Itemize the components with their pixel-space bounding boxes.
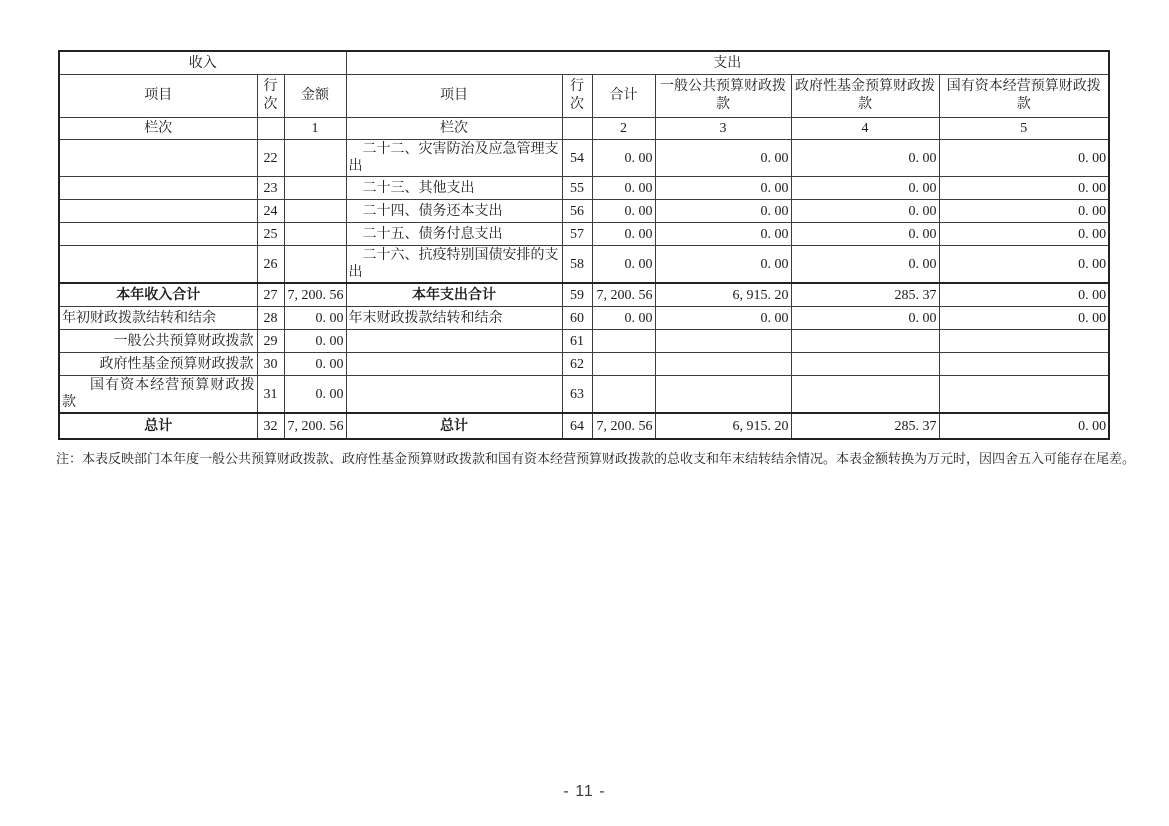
table-row	[59, 246, 1109, 284]
income-amount-cell	[284, 140, 346, 177]
expense-total-cell: 0. 00	[592, 246, 655, 284]
income-rowno-cell: 23	[257, 177, 284, 200]
expense-total-cell: 0. 00	[592, 177, 655, 200]
expense-col4-cell: 0. 00	[791, 223, 939, 246]
expense-item-cell: 二十六、抗疫特别国债安排的支出	[346, 246, 562, 284]
page-number: - 11 -	[563, 783, 606, 800]
expense-col5-cell: 0. 00	[939, 246, 1109, 284]
expense-total-cell: 0. 00	[592, 307, 655, 330]
income-rowno-cell: 28	[257, 307, 284, 330]
expense-section-title: 支出	[346, 51, 1109, 75]
table-row	[59, 353, 1109, 376]
expense-rowno-cell: 57	[562, 223, 592, 246]
expense-total-cell	[592, 330, 655, 353]
expense-col3-cell: 0. 00	[655, 223, 791, 246]
expense-total-cell: 7, 200. 56	[592, 283, 655, 307]
income-rowno-cell: 22	[257, 140, 284, 177]
income-rowno-cell: 27	[257, 283, 284, 307]
expense-col4-cell: 0. 00	[791, 307, 939, 330]
expense-col3-cell: 6, 915. 20	[655, 283, 791, 307]
income-item-cell	[59, 140, 257, 177]
expense-state-capital-header: 国有资本经营预算财政拨款	[939, 75, 1109, 118]
table-row	[59, 413, 1109, 439]
income-index-label: 栏次	[59, 118, 257, 140]
income-rowno-index-cell	[257, 118, 284, 140]
table-row	[59, 283, 1109, 307]
expense-col3-cell	[655, 353, 791, 376]
expense-total-header: 合计	[592, 75, 655, 118]
expense-total-cell: 0. 00	[592, 223, 655, 246]
expense-col4-cell	[791, 376, 939, 414]
expense-item-cell: 总计	[346, 413, 562, 439]
income-section-title: 收入	[59, 51, 346, 75]
income-amount-cell: 0. 00	[284, 353, 346, 376]
income-item-cell: 本年收入合计	[59, 283, 257, 307]
expense-col5-cell	[939, 376, 1109, 414]
expense-rowno-cell: 54	[562, 140, 592, 177]
income-amount-header: 金额	[284, 75, 346, 118]
table-row	[59, 200, 1109, 223]
income-amount-cell: 0. 00	[284, 307, 346, 330]
expense-col5-cell: 0. 00	[939, 223, 1109, 246]
expense-col3-index: 3	[655, 118, 791, 140]
income-amount-cell: 0. 00	[284, 330, 346, 353]
expense-item-cell: 二十四、债务还本支出	[346, 200, 562, 223]
expense-col5-cell	[939, 330, 1109, 353]
income-rowno-cell: 29	[257, 330, 284, 353]
expense-item-cell	[346, 376, 562, 414]
income-item-cell: 一般公共预算财政拨款	[59, 330, 257, 353]
expense-col5-cell: 0. 00	[939, 413, 1109, 439]
expense-total-cell: 0. 00	[592, 200, 655, 223]
expense-col4-cell: 285. 37	[791, 283, 939, 307]
budget-summary-table	[58, 50, 1110, 440]
expense-rowno-header: 行次	[562, 75, 592, 118]
income-amount-index: 1	[284, 118, 346, 140]
table-footnote: 注：本表反映部门本年度一般公共预算财政拨款、政府性基金预算财政拨款和国有资本经营预算财政拨款的总收支和年末结转结余情况。本表金额转换为万元时，因四舍五入可能存在尾差。	[56, 451, 1136, 466]
income-item-cell: 总计	[59, 413, 257, 439]
expense-item-cell	[346, 353, 562, 376]
expense-rowno-cell: 58	[562, 246, 592, 284]
table-row	[59, 330, 1109, 353]
expense-rowno-cell: 56	[562, 200, 592, 223]
table-row	[59, 140, 1109, 177]
income-rowno-cell: 25	[257, 223, 284, 246]
income-item-cell	[59, 200, 257, 223]
expense-col5-index: 5	[939, 118, 1109, 140]
table-row	[59, 177, 1109, 200]
income-rowno-header: 行次	[257, 75, 284, 118]
expense-rowno-cell: 62	[562, 353, 592, 376]
income-rowno-cell: 30	[257, 353, 284, 376]
expense-col5-cell	[939, 353, 1109, 376]
income-amount-cell	[284, 200, 346, 223]
expense-total-index: 2	[592, 118, 655, 140]
expense-col3-cell: 0. 00	[655, 200, 791, 223]
income-amount-cell	[284, 223, 346, 246]
income-amount-cell: 7, 200. 56	[284, 413, 346, 439]
expense-item-cell	[346, 330, 562, 353]
income-rowno-cell: 26	[257, 246, 284, 284]
table-row	[59, 223, 1109, 246]
expense-item-cell: 本年支出合计	[346, 283, 562, 307]
expense-item-cell: 二十三、其他支出	[346, 177, 562, 200]
expense-item-cell: 二十五、债务付息支出	[346, 223, 562, 246]
expense-col3-cell	[655, 376, 791, 414]
expense-rowno-cell: 64	[562, 413, 592, 439]
expense-col4-cell: 0. 00	[791, 177, 939, 200]
income-item-cell	[59, 223, 257, 246]
column-index-row	[59, 118, 1109, 140]
expense-col3-cell	[655, 330, 791, 353]
expense-col4-cell: 285. 37	[791, 413, 939, 439]
expense-col4-cell: 0. 00	[791, 246, 939, 284]
expense-total-cell	[592, 353, 655, 376]
expense-col4-cell: 0. 00	[791, 140, 939, 177]
expense-rowno-cell: 55	[562, 177, 592, 200]
table-row	[59, 307, 1109, 330]
expense-rowno-index-cell	[562, 118, 592, 140]
expense-gov-fund-header: 政府性基金预算财政拨款	[791, 75, 939, 118]
expense-col4-cell	[791, 353, 939, 376]
section-header-row	[59, 51, 1109, 75]
expense-col3-cell: 0. 00	[655, 246, 791, 284]
income-amount-cell	[284, 177, 346, 200]
expense-col3-cell: 6, 915. 20	[655, 413, 791, 439]
expense-total-cell: 7, 200. 56	[592, 413, 655, 439]
income-rowno-cell: 31	[257, 376, 284, 414]
income-rowno-cell: 32	[257, 413, 284, 439]
expense-col5-cell: 0. 00	[939, 307, 1109, 330]
expense-col5-cell: 0. 00	[939, 177, 1109, 200]
expense-total-cell	[592, 376, 655, 414]
expense-rowno-cell: 60	[562, 307, 592, 330]
expense-col3-cell: 0. 00	[655, 140, 791, 177]
expense-rowno-cell: 59	[562, 283, 592, 307]
income-item-cell	[59, 246, 257, 284]
expense-general-budget-header: 一般公共预算财政拨款	[655, 75, 791, 118]
income-amount-cell: 7, 200. 56	[284, 283, 346, 307]
expense-total-cell: 0. 00	[592, 140, 655, 177]
expense-rowno-cell: 63	[562, 376, 592, 414]
income-item-cell: 国有资本经营预算财政拨款	[59, 376, 257, 414]
expense-col4-index: 4	[791, 118, 939, 140]
expense-col4-cell: 0. 00	[791, 200, 939, 223]
expense-col5-cell: 0. 00	[939, 283, 1109, 307]
expense-rowno-cell: 61	[562, 330, 592, 353]
income-rowno-cell: 24	[257, 200, 284, 223]
expense-col3-cell: 0. 00	[655, 307, 791, 330]
column-header-row	[59, 75, 1109, 118]
expense-item-cell: 年末财政拨款结转和结余	[346, 307, 562, 330]
expense-col4-cell	[791, 330, 939, 353]
income-item-cell: 年初财政拨款结转和结余	[59, 307, 257, 330]
income-item-cell	[59, 177, 257, 200]
income-item-header: 项目	[59, 75, 257, 118]
expense-col3-cell: 0. 00	[655, 177, 791, 200]
income-item-cell: 政府性基金预算财政拨款	[59, 353, 257, 376]
expense-col5-cell: 0. 00	[939, 200, 1109, 223]
table-row	[59, 376, 1109, 414]
expense-item-cell: 二十二、灾害防治及应急管理支出	[346, 140, 562, 177]
expense-col5-cell: 0. 00	[939, 140, 1109, 177]
expense-item-header: 项目	[346, 75, 562, 118]
income-amount-cell: 0. 00	[284, 376, 346, 414]
income-amount-cell	[284, 246, 346, 284]
expense-index-label: 栏次	[346, 118, 562, 140]
